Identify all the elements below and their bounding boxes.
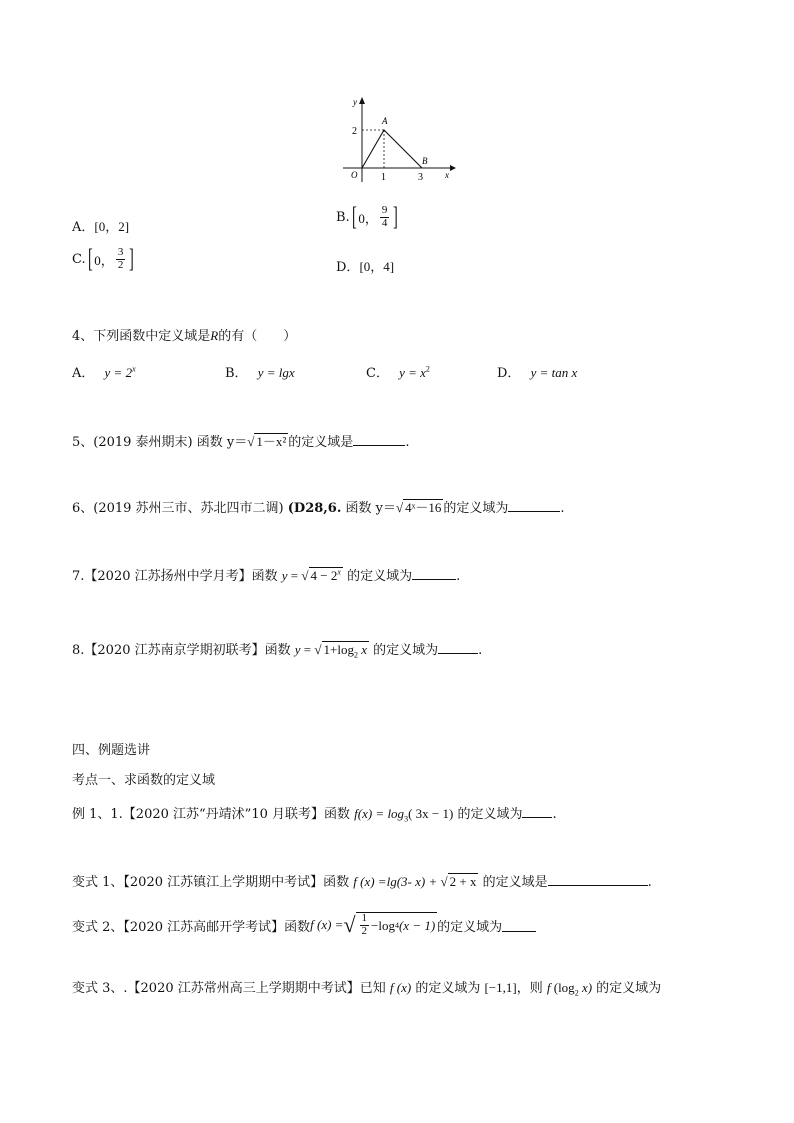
radical-sign: √: [343, 912, 356, 937]
section-title: 四、例题选讲: [72, 743, 151, 758]
var2-arg: (x − 1): [398, 917, 436, 933]
var3-f1: f: [389, 980, 397, 995]
fraction: [380, 205, 390, 229]
var2-func: f (x) =: [310, 917, 344, 932]
q6-post: 的定义域为: [443, 501, 509, 516]
answer-blank[interactable]: [508, 499, 560, 512]
q4-stem-b: 的有（ ）: [218, 329, 297, 344]
option-sup: x: [132, 364, 136, 374]
option-text: [0，4]: [359, 259, 395, 274]
denominator: 2: [117, 258, 124, 271]
option-label: C．: [366, 366, 389, 381]
y-axis-label: y: [353, 97, 357, 107]
q3-option-c: [72, 246, 136, 272]
option-label: D．: [336, 260, 360, 275]
answer-blank[interactable]: [412, 567, 456, 580]
option-label: C.: [72, 251, 86, 267]
q6-mid: 函数 y＝: [341, 501, 396, 516]
q4-option-d: [497, 362, 577, 381]
var3-f2: f: [546, 980, 554, 995]
q6-pre: 6、(2019 苏州三市、苏北四市二调): [72, 501, 288, 516]
var3-mid: 的定义域为: [411, 981, 485, 996]
q8-end: .: [478, 643, 483, 658]
option-label: B.: [336, 209, 350, 225]
example-1: [72, 803, 557, 822]
answer-blank[interactable]: [353, 433, 405, 446]
q4-stem-a: 4、下列函数中定义域是: [72, 329, 211, 344]
q4-stem-r: R: [210, 328, 219, 343]
fraction: [360, 913, 370, 937]
bracket-open: [: [87, 244, 93, 273]
option-label: D．: [497, 366, 521, 381]
y-axis-arrow: [359, 97, 365, 104]
q5-post: 的定义域是: [288, 435, 354, 450]
ex1-pre: 例 1、1.【2020 江苏“丹靖沭”10 月联考】函数: [72, 807, 355, 822]
interval-start: 0，: [358, 210, 378, 226]
q8-rad-sub: 2: [353, 650, 358, 660]
option-label: A．: [72, 366, 95, 381]
q7-radicand: [309, 567, 343, 584]
point-a-label: A: [382, 116, 388, 126]
radical-sign: √: [396, 500, 404, 515]
option-math: y = lgx: [257, 365, 295, 380]
variant-2: [72, 912, 536, 938]
radical-sign: √: [247, 434, 255, 449]
var3-a2: (log: [553, 980, 575, 995]
q6: [72, 497, 565, 516]
answer-blank[interactable]: [522, 805, 552, 818]
function-graph: [335, 94, 460, 184]
interval-start: 0，: [94, 252, 114, 268]
var2-post: 的定义域为: [437, 919, 503, 935]
bracket-close: ]: [393, 202, 399, 231]
q8-rad-x: x: [357, 642, 368, 657]
q7-rad-sup: x: [337, 567, 341, 577]
q8: [72, 639, 482, 658]
origin-label: O: [351, 170, 358, 180]
denominator: 2: [361, 925, 368, 937]
q8-radicand: [322, 641, 369, 658]
denominator: 4: [381, 216, 388, 229]
option-label: A．: [72, 220, 95, 235]
q8-y: y: [294, 642, 301, 657]
y-tick-label-2: 2: [352, 126, 357, 137]
q7-y: y: [281, 568, 288, 583]
q6-end: .: [560, 501, 565, 516]
var3-interval: [−1,1]: [484, 980, 517, 995]
q5-radicand: 1－x²: [256, 434, 287, 449]
radical-sign: √: [440, 874, 448, 889]
var1-radicand: 2 + x: [449, 874, 477, 889]
option-sup: 2: [425, 364, 430, 374]
q8-eq: =: [300, 642, 315, 657]
fraction: [116, 247, 126, 271]
x-tick-label-1: 1: [381, 172, 386, 183]
q7-rad-text: 4 − 2: [310, 568, 338, 583]
q3-option-b: [336, 204, 400, 230]
bracket-open: [: [351, 202, 357, 231]
option-math: y = 2: [104, 365, 133, 380]
var1-end: .: [647, 875, 652, 890]
ex1-sub: 3: [404, 814, 409, 824]
ex1-end: .: [552, 807, 557, 822]
var3-sub: 2: [574, 988, 579, 998]
graph-polyline: [362, 130, 422, 168]
ex1-arg: ( 3x − 1): [408, 806, 454, 821]
q7: [72, 565, 460, 584]
var3-pre: 变式 3、.【2020 江苏常州高三上学期期中考试】已知: [72, 981, 390, 996]
var1-pre: 变式 1、【2020 江苏镇江上学期期中考试】函数: [72, 875, 354, 890]
numerator: 1: [361, 912, 368, 925]
option-label: B．: [225, 366, 248, 381]
ex1-post: 的定义域为: [453, 807, 523, 822]
x-axis-label: x: [445, 170, 449, 180]
var3-post: 的定义域为: [592, 981, 662, 996]
option-math: y = x: [399, 365, 426, 380]
q5: [72, 431, 409, 450]
var3-a1: (x): [396, 980, 412, 995]
q7-end: .: [456, 569, 461, 584]
numerator: 9: [381, 203, 388, 216]
q7-pre: 7.【2020 江苏扬州中学月考】函数: [72, 569, 282, 584]
q6-radicand: 4ˣ－16: [405, 500, 442, 515]
q8-pre: 8.【2020 江苏南京学期初联考】函数: [72, 643, 295, 658]
answer-blank[interactable]: [548, 873, 648, 886]
q8-post: 的定义域为: [369, 643, 439, 658]
point-b-label: B: [422, 156, 428, 166]
ex1-func: f(x) = log: [354, 806, 405, 821]
answer-blank[interactable]: [502, 919, 536, 932]
q4-stem: [72, 325, 296, 344]
q4-option-b: [225, 362, 295, 381]
q7-eq: =: [287, 568, 302, 583]
radical-sign: √: [301, 568, 309, 583]
option-math: y = tan x: [530, 365, 578, 380]
q8-rad-text: 1+log: [323, 642, 354, 657]
q5-pre: 5、(2019 泰州期末) 函数 y＝: [72, 435, 248, 450]
var1-func: f (x) =lg(3- x) +: [353, 874, 441, 889]
bracket-close: ]: [129, 244, 135, 273]
q7-post: 的定义域为: [342, 569, 413, 584]
variant-3: [72, 977, 661, 996]
q3-option-a: [72, 216, 129, 235]
var2-rest: −log: [371, 917, 395, 933]
q6-code: (D28,6.: [287, 501, 342, 516]
x-tick-label-3: 3: [418, 172, 423, 183]
x-axis-arrow: [450, 165, 456, 171]
option-text: [0，2]: [94, 219, 130, 234]
kaodian-title: 考点一、求函数的定义域: [72, 773, 216, 788]
var3-mid2: ，则: [516, 981, 547, 996]
q4-option-c: [366, 362, 430, 381]
q3-option-d: [336, 256, 394, 275]
answer-blank[interactable]: [438, 641, 478, 654]
var2-pre: 变式 2、【2020 江苏高邮开学考试】函数: [72, 919, 311, 935]
q4-option-a: [72, 362, 136, 381]
q5-end: .: [405, 435, 410, 450]
var1-post: 的定义域是: [478, 875, 548, 890]
radical-sign: √: [314, 642, 322, 657]
var2-radicand: $\frac{1}{2}$ −log 4 (x − 1): [356, 912, 438, 937]
numerator: 3: [117, 245, 124, 258]
variant-1: [72, 871, 652, 890]
var3-a2end: x): [578, 980, 593, 995]
